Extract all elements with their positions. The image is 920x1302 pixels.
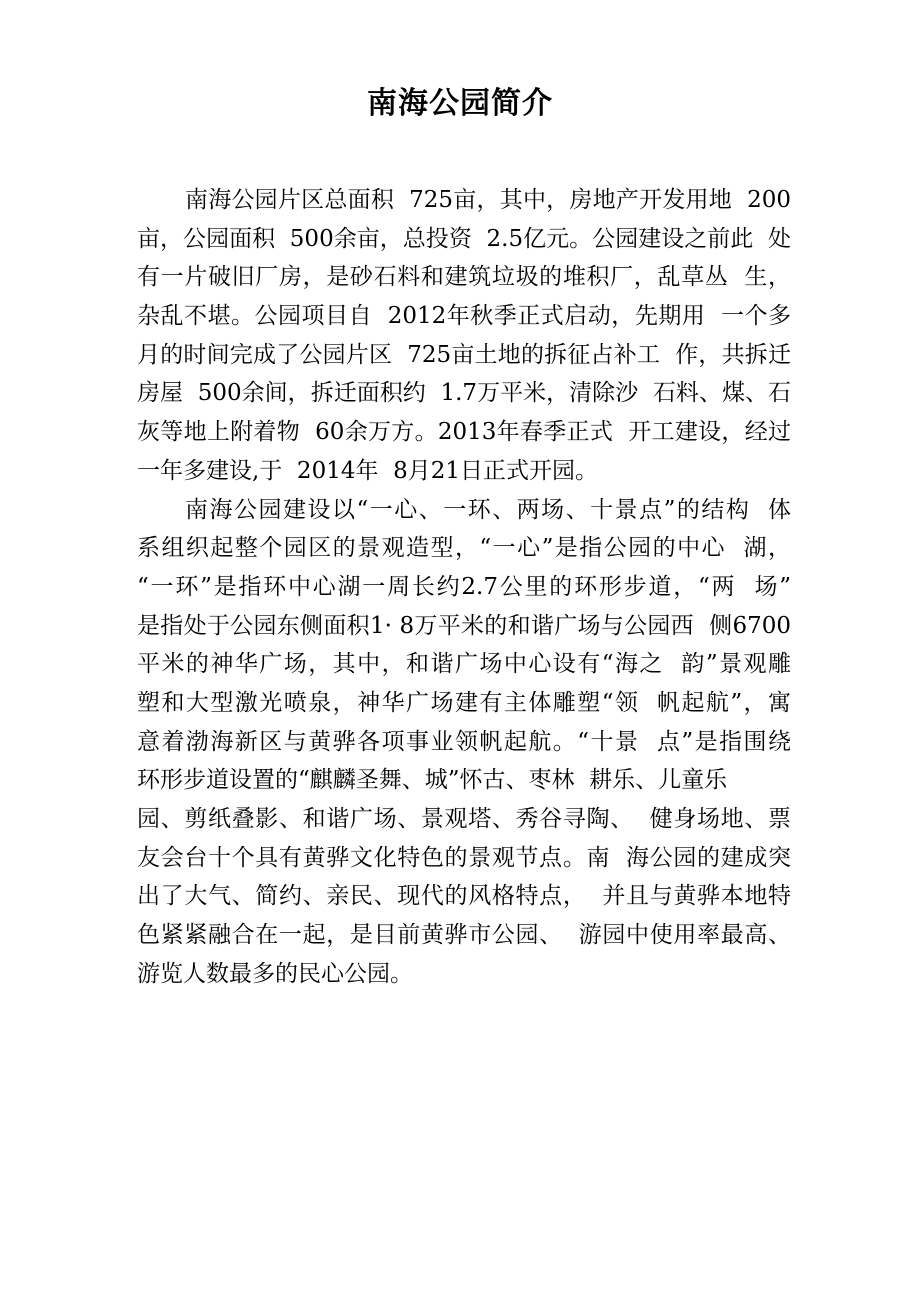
paragraph-1-line: 有一片破旧厂房，是砂石料和建筑垃圾的堆积厂，乱草丛 生， [137,264,791,291]
paragraph-2-line: 是指处于公园东侧面积1· 8万平米的和谐广场与公园西 侧6700 [137,612,791,639]
paragraph-2-line: 系组织起整个园区的景观造型，“一心”是指公园的中心 湖， [137,535,791,562]
paragraph-2-line: “一环”是指环中心湖一周长约2.7公里的环形步道，“两 场” [137,573,791,600]
paragraph-1-line: 南海公园片区总面积 725亩，其中，房地产开发用地 200 [185,187,791,213]
paragraph-2-line: 塑和大型激光喷泉，神华广场建有主体雕塑“领 帆起航”，寓 [137,689,791,716]
paragraph-1-line: 杂乱不堪。公园项目自 2012年秋季正式启动，先期用 一个多 [137,303,791,330]
paragraph-2-line: 意着渤海新区与黄骅各项事业领帆起航。“十景 点”是指围绕 [137,728,791,755]
paragraph-1 [137,181,791,491]
document-title: 南海公园简介 [367,86,553,121]
paragraph-2-line: 色紧紧融合在一起，是目前黄骅市公园、 游园中使用率最高、 [137,922,791,949]
paragraph-2-line: 环形步道设置的“麒麟圣舞、城”怀古、枣林 耕乐、儿童乐 [137,767,728,794]
paragraph-2-line: 南海公园建设以“一心、一环、两场、十景点”的结构 体 [185,496,791,523]
paragraph-2-line: 游览人数最多的民心公园。 [137,960,413,987]
paragraph-2-line: 出了大气、简约、亲民、现代的风格特点， 并且与黄骅本地特 [137,883,791,910]
document-body [137,181,791,993]
paragraph-1-line: 一年多建设,于 2014年 8月21日正式开园。 [137,457,598,484]
paragraph-1-line: 灰等地上附着物 60余万方。2013年春季正式 开工建设，经过 [137,419,791,446]
paragraph-1-line: 月的时间完成了公园片区 725亩土地的拆征占补工 作，共拆迁 [137,341,791,368]
paragraph-2 [137,491,791,994]
paragraph-2-line: 友会台十个具有黄骅文化特色的景观节点。南 海公园的建成突 [137,844,791,871]
paragraph-2-line: 平米的神华广场，其中，和谐广场中心设有“海之 韵”景观雕 [137,651,791,678]
paragraph-1-line: 房屋 500余间，拆迁面积约 1.7万平米，清除沙 石料、煤、石 [137,380,791,407]
paragraph-2-line: 园、剪纸叠影、和谐广场、景观塔、秀谷寻陶、 健身场地、票 [137,806,791,832]
paragraph-1-line: 亩，公园面积 500余亩，总投资 2.5亿元。公园建设之前此 处 [137,225,791,252]
